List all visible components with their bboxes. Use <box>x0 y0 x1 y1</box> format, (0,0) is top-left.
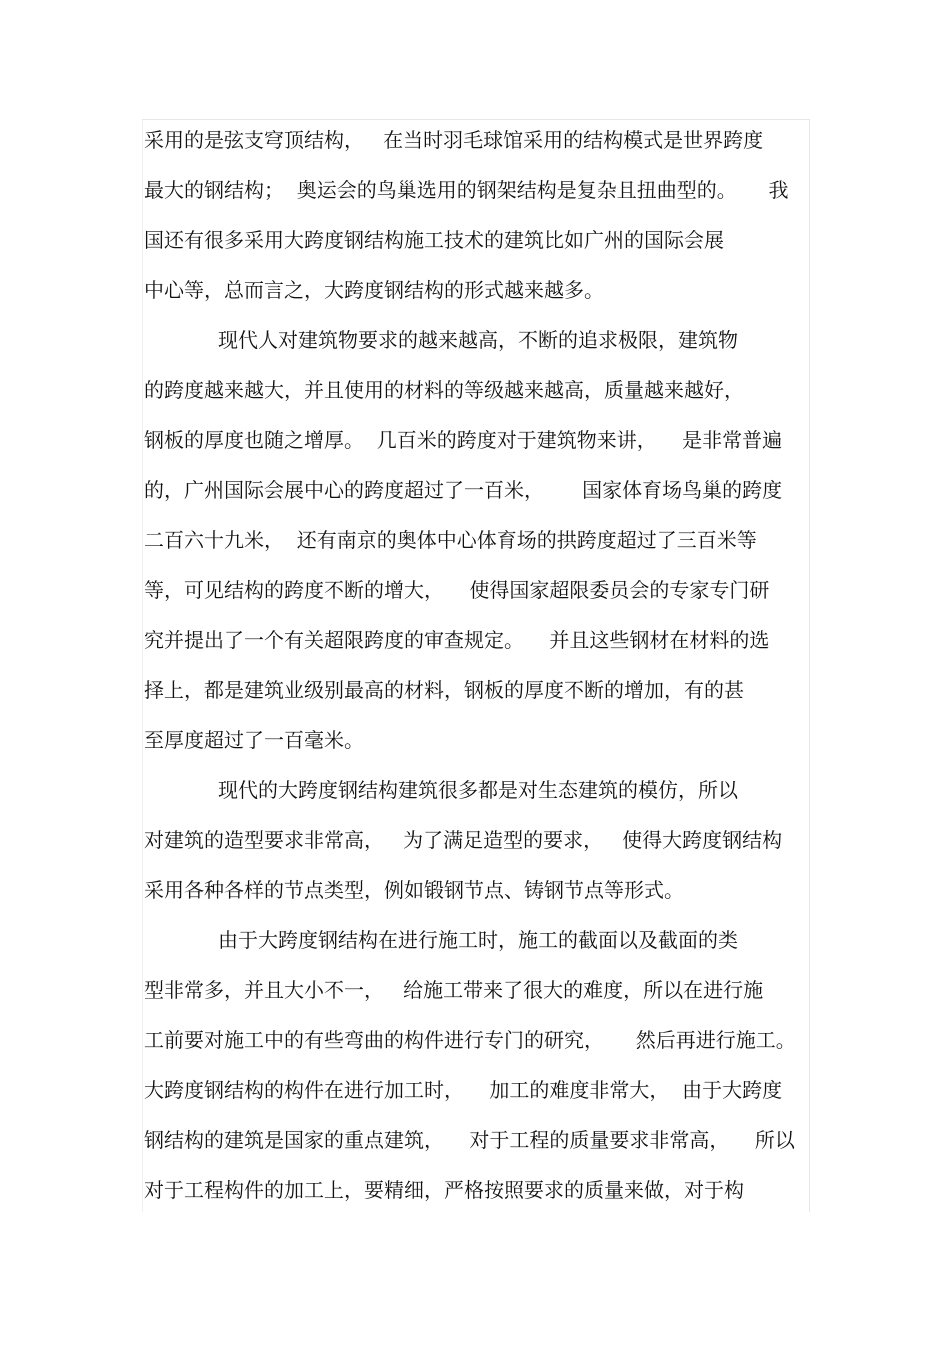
text-line: 二百六十九米， 还有南京的奥体中心体育场的拱跨度超过了三百米等 <box>144 528 757 552</box>
text-line: 究并提出了一个有关超限跨度的审查规定。 并且这些钢材在材料的选 <box>144 628 770 652</box>
document-body <box>144 115 824 1215</box>
text-line: 的跨度越来越大，并且使用的材料的等级越来越高，质量越来越好， <box>144 378 744 402</box>
paragraph-first-line: 现代人对建筑物要求的越来越高，不断的追求极限，建筑物 <box>218 328 738 352</box>
text-line: 对于工程构件的加工上，要精细，严格按照要求的质量来做，对于构 <box>144 1178 744 1202</box>
text-line: 大跨度钢结构的构件在进行加工时， 加工的难度非常大， 由于大跨度 <box>144 1078 783 1102</box>
paragraph-first-line: 现代的大跨度钢结构建筑很多都是对生态建筑的模仿，所以 <box>218 778 738 802</box>
text-line: 等，可见结构的跨度不断的增大， 使得国家超限委员会的专家专门研 <box>144 578 770 602</box>
text-line: 钢板的厚度也随之增厚。 几百米的跨度对于建筑物来讲， 是非常普遍 <box>144 428 783 452</box>
text-line: 国还有很多采用大跨度钢结构施工技术的建筑比如广州的国际会展 <box>144 228 724 252</box>
text-line: 采用各种各样的节点类型，例如锻钢节点、铸钢节点等形式。 <box>144 878 684 902</box>
text-line: 对建筑的造型要求非常高， 为了满足造型的要求， 使得大跨度钢结构 <box>144 828 783 852</box>
text-line: 中心等，总而言之，大跨度钢结构的形式越来越多。 <box>144 278 604 302</box>
text-line: 最大的钢结构； 奥运会的鸟巢选用的钢架结构是复杂且扭曲型的。 我 <box>144 178 789 202</box>
text-line: 工前要对施工中的有些弯曲的构件进行专门的研究， 然后再进行施工。 <box>144 1028 796 1052</box>
text-line: 型非常多，并且大小不一， 给施工带来了很大的难度，所以在进行施 <box>144 978 764 1002</box>
text-line: 采用的是弦支穹顶结构， 在当时羽毛球馆采用的结构模式是世界跨度 <box>144 128 764 152</box>
text-line: 钢结构的建筑是国家的重点建筑， 对于工程的质量要求非常高， 所以 <box>144 1128 795 1152</box>
text-line: 的，广州国际会展中心的跨度超过了一百米， 国家体育场鸟巢的跨度 <box>144 478 783 502</box>
text-line: 至厚度超过了一百毫米。 <box>144 728 364 752</box>
paragraph-first-line: 由于大跨度钢结构在进行施工时，施工的截面以及截面的类 <box>218 928 738 952</box>
text-line: 择上，都是建筑业级别最高的材料，钢板的厚度不断的增加，有的甚 <box>144 678 744 702</box>
